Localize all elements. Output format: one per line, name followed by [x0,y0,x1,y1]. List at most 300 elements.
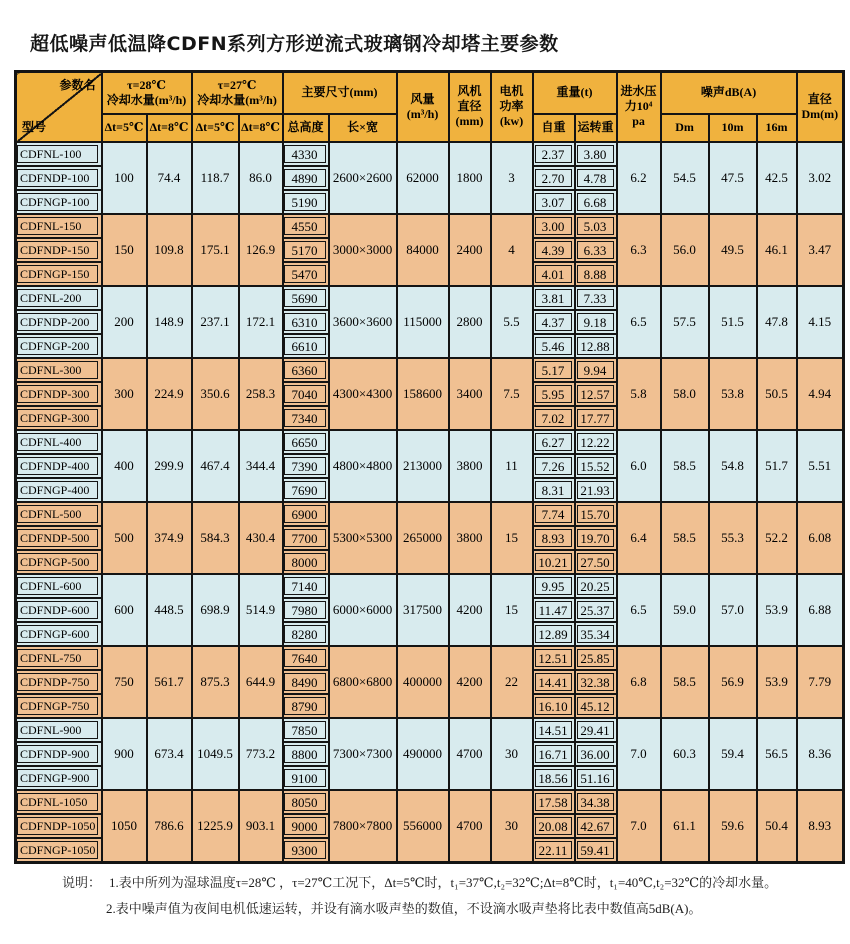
airflow-cell: 490000 [397,718,449,790]
self-weight-cell-value: 12.51 [535,649,572,667]
total-height-cell [283,550,329,574]
model-cell [16,550,102,574]
total-height-cell-value: 9000 [284,817,326,835]
inlet-pressure-cell: 6.2 [617,142,661,214]
self-weight-cell [533,238,575,262]
diameter-cell: 8.36 [797,718,844,790]
diameter-cell: 7.79 [797,646,844,718]
motor-power-cell: 15 [491,502,533,574]
model-cell-value: CDFNDP-750 [17,673,98,691]
table-row [16,646,844,670]
fan-dia-cell: 3800 [449,430,491,502]
run-weight-cell-value: 45.12 [577,697,614,715]
run-weight-cell-value: 27.50 [577,553,614,571]
airflow-cell: 84000 [397,214,449,286]
total-height-cell-value: 4550 [284,217,326,235]
fan-dia-cell: 3400 [449,358,491,430]
model-cell-value: CDFNGP-750 [17,697,98,715]
header-diameter-line1: 直径 [807,91,832,106]
noise-dm-cell: 58.5 [661,646,709,718]
total-height-cell-value: 7140 [284,577,326,595]
run-weight-cell-value: 5.03 [577,217,614,235]
self-weight-cell-value: 8.31 [535,481,572,499]
flow-27-dt5-cell: 875.3 [192,646,239,718]
model-cell [16,430,102,454]
header-airflow-line1: 风量 [410,91,435,106]
corner-label-model: 型号 [22,119,47,134]
total-height-cell-value: 4890 [284,169,326,187]
model-cell [16,286,102,310]
model-cell [16,694,102,718]
total-height-cell-value: 6360 [284,361,326,379]
total-height-cell-value: 5470 [284,265,326,283]
run-weight-cell [575,574,617,598]
total-height-cell-value: 9300 [284,841,326,859]
self-weight-cell [533,214,575,238]
total-height-cell-value: 7640 [284,649,326,667]
total-height-cell-value: 6900 [284,505,326,523]
noise-10m-cell: 57.0 [709,574,757,646]
total-height-cell-value: 8050 [284,793,326,811]
run-weight-cell-value: 35.34 [577,625,614,643]
total-height-cell [283,358,329,382]
model-cell-value: CDFNGP-1050 [17,841,98,859]
self-weight-cell [533,166,575,190]
model-cell-value: CDFNL-1050 [17,793,98,811]
run-weight-cell-value: 51.16 [577,769,614,787]
inlet-pressure-cell: 6.8 [617,646,661,718]
length-width-cell: 7800×7800 [329,790,397,863]
length-width-cell: 3000×3000 [329,214,397,286]
model-cell [16,742,102,766]
run-weight-cell [575,430,617,454]
airflow-cell: 62000 [397,142,449,214]
length-width-cell: 3600×3600 [329,286,397,358]
self-weight-cell-value: 7.02 [535,409,572,427]
header-tau27-line1: τ=27℃ [217,77,257,92]
header-tau28-dt8: Δt=8℃ [147,114,192,142]
self-weight-cell-value: 3.81 [535,289,572,307]
diameter-cell: 4.94 [797,358,844,430]
flow-28-dt5-cell: 100 [102,142,147,214]
model-cell-value: CDFNDP-200 [17,313,98,331]
self-weight-cell [533,262,575,286]
run-weight-cell [575,646,617,670]
model-cell-value: CDFNGP-400 [17,481,98,499]
total-height-cell [283,742,329,766]
airflow-cell: 158600 [397,358,449,430]
noise-dm-cell: 59.0 [661,574,709,646]
flow-27-dt5-cell: 698.9 [192,574,239,646]
self-weight-cell [533,790,575,814]
header-self-weight: 自重 [533,114,575,142]
self-weight-cell-value: 6.27 [535,433,572,451]
run-weight-cell [575,766,617,790]
total-height-cell [283,526,329,550]
run-weight-cell-value: 17.77 [577,409,614,427]
table-row [16,790,844,814]
noise-10m-cell: 53.8 [709,358,757,430]
noise-dm-cell: 57.5 [661,286,709,358]
noise-10m-cell: 47.5 [709,142,757,214]
self-weight-cell-value: 22.11 [535,841,572,859]
header-tau27-dt8: Δt=8℃ [239,114,283,142]
total-height-cell [283,190,329,214]
header-motor-line3: (kw) [499,114,524,129]
self-weight-cell [533,430,575,454]
total-height-cell [283,598,329,622]
flow-27-dt8-cell: 344.4 [239,430,283,502]
header-tau28-dt5: Δt=5℃ [102,114,147,142]
model-cell-value: CDFNDP-400 [17,457,98,475]
total-height-cell-value: 7850 [284,721,326,739]
flow-27-dt5-cell: 118.7 [192,142,239,214]
total-height-cell-value: 8280 [284,625,326,643]
inlet-pressure-cell: 6.0 [617,430,661,502]
flow-27-dt8-cell: 514.9 [239,574,283,646]
inlet-pressure-cell: 6.3 [617,214,661,286]
noise-16m-cell: 56.5 [757,718,797,790]
header-tau28-line1: τ=28℃ [127,77,166,92]
motor-power-cell: 11 [491,430,533,502]
self-weight-cell [533,382,575,406]
model-cell [16,526,102,550]
self-weight-cell [533,766,575,790]
run-weight-cell [575,790,617,814]
self-weight-cell-value: 5.95 [535,385,572,403]
header-run-weight: 运转重 [575,114,617,142]
total-height-cell-value: 6610 [284,337,326,355]
model-cell [16,334,102,358]
flow-27-dt5-cell: 1049.5 [192,718,239,790]
flow-28-dt8-cell: 74.4 [147,142,192,214]
self-weight-cell [533,310,575,334]
self-weight-cell-value: 9.95 [535,577,572,595]
model-cell-value: CDFNGP-600 [17,625,98,643]
run-weight-cell [575,742,617,766]
header-weight: 重量(t) [533,72,617,114]
inlet-pressure-cell: 7.0 [617,718,661,790]
diameter-cell: 8.93 [797,790,844,863]
total-height-cell-value: 8490 [284,673,326,691]
run-weight-cell [575,166,617,190]
header-tau28-line2: 冷却水量(m³/h) [106,92,187,107]
noise-dm-cell: 58.0 [661,358,709,430]
total-height-cell [283,382,329,406]
fan-dia-cell: 2400 [449,214,491,286]
run-weight-cell-value: 9.94 [577,361,614,379]
self-weight-cell-value: 7.26 [535,457,572,475]
self-weight-cell-value: 11.47 [535,601,572,619]
model-cell [16,814,102,838]
fan-dia-cell: 3800 [449,502,491,574]
model-cell-value: CDFNDP-900 [17,745,98,763]
model-cell [16,646,102,670]
noise-16m-cell: 42.5 [757,142,797,214]
self-weight-cell-value: 18.56 [535,769,572,787]
run-weight-cell [575,502,617,526]
motor-power-cell: 3 [491,142,533,214]
fan-dia-cell: 4700 [449,790,491,863]
total-height-cell-value: 5690 [284,289,326,307]
noise-16m-cell: 47.8 [757,286,797,358]
run-weight-cell [575,382,617,406]
flow-27-dt8-cell: 644.9 [239,646,283,718]
run-weight-cell [575,598,617,622]
header-motor-power [491,72,533,142]
self-weight-cell [533,598,575,622]
table-row [16,718,844,742]
self-weight-cell-value: 2.37 [535,145,572,163]
self-weight-cell-value: 8.93 [535,529,572,547]
run-weight-cell-value: 6.68 [577,193,614,211]
model-cell [16,358,102,382]
header-tau27-line2: 冷却水量(m³/h) [197,92,277,107]
total-height-cell-value: 7700 [284,529,326,547]
noise-16m-cell: 53.9 [757,574,797,646]
table-row [16,430,844,454]
diameter-cell: 3.02 [797,142,844,214]
header-noise: 噪声dB(A) [661,72,797,114]
total-height-cell-value: 8000 [284,553,326,571]
run-weight-cell [575,526,617,550]
self-weight-cell [533,694,575,718]
airflow-cell: 556000 [397,790,449,863]
noise-10m-cell: 59.6 [709,790,757,863]
self-weight-cell-value: 20.08 [535,817,572,835]
model-cell [16,382,102,406]
flow-28-dt5-cell: 150 [102,214,147,286]
model-cell [16,190,102,214]
total-height-cell-value: 6310 [284,313,326,331]
run-weight-cell [575,142,617,166]
model-cell [16,166,102,190]
diameter-cell: 5.51 [797,430,844,502]
total-height-cell [283,814,329,838]
self-weight-cell [533,142,575,166]
fan-dia-cell: 4200 [449,574,491,646]
table-row [16,142,844,166]
airflow-cell: 213000 [397,430,449,502]
table-row [16,358,844,382]
flow-27-dt8-cell: 86.0 [239,142,283,214]
self-weight-cell [533,550,575,574]
run-weight-cell-value: 3.80 [577,145,614,163]
total-height-cell-value: 5190 [284,193,326,211]
run-weight-cell [575,838,617,863]
self-weight-cell-value: 4.37 [535,313,572,331]
total-height-cell [283,262,329,286]
flow-28-dt8-cell: 448.5 [147,574,192,646]
run-weight-cell [575,406,617,430]
note-line-2 [106,902,832,916]
self-weight-cell [533,190,575,214]
diameter-cell: 3.47 [797,214,844,286]
header-inlet-pressure [617,72,661,142]
total-height-cell-value: 4330 [284,145,326,163]
run-weight-cell [575,622,617,646]
noise-16m-cell: 46.1 [757,214,797,286]
run-weight-cell [575,454,617,478]
total-height-cell [283,430,329,454]
header-pressure-line2: 力10⁴ [624,99,653,114]
model-cell [16,478,102,502]
noise-dm-cell: 58.5 [661,502,709,574]
model-cell-value: CDFNDP-300 [17,385,98,403]
noise-16m-cell: 52.2 [757,502,797,574]
header-pressure-line3: pa [632,114,645,129]
run-weight-cell-value: 21.93 [577,481,614,499]
noise-dm-cell: 58.5 [661,430,709,502]
model-cell-value: CDFNGP-100 [17,193,98,211]
corner-label-parameter: 参数名 [59,78,96,92]
self-weight-cell [533,670,575,694]
total-height-cell [283,574,329,598]
flow-28-dt5-cell: 200 [102,286,147,358]
flow-27-dt5-cell: 350.6 [192,358,239,430]
length-width-cell: 4300×4300 [329,358,397,430]
self-weight-cell-value: 17.58 [535,793,572,811]
noise-dm-cell: 54.5 [661,142,709,214]
model-cell-value: CDFNGP-150 [17,265,98,283]
header-fan-line1: 风机 [457,84,482,99]
run-weight-cell [575,286,617,310]
run-weight-cell [575,190,617,214]
table-row [16,502,844,526]
run-weight-cell-value: 6.33 [577,241,614,259]
header-total-height: 总高度 [283,114,329,142]
model-cell [16,838,102,863]
flow-28-dt5-cell: 1050 [102,790,147,863]
model-cell [16,262,102,286]
self-weight-cell [533,742,575,766]
header-noise-dm: Dm [661,114,709,142]
noise-dm-cell: 61.1 [661,790,709,863]
airflow-cell: 115000 [397,286,449,358]
notes [62,876,832,927]
total-height-cell-value: 8800 [284,745,326,763]
model-cell-value: CDFNGP-500 [17,553,98,571]
noise-10m-cell: 55.3 [709,502,757,574]
length-width-cell: 6800×6800 [329,646,397,718]
self-weight-cell [533,574,575,598]
total-height-cell [283,694,329,718]
inlet-pressure-cell: 6.5 [617,574,661,646]
total-height-cell [283,406,329,430]
header-airflow [397,72,449,142]
flow-28-dt8-cell: 374.9 [147,502,192,574]
run-weight-cell [575,718,617,742]
noise-10m-cell: 59.4 [709,718,757,790]
total-height-cell [283,766,329,790]
motor-power-cell: 7.5 [491,358,533,430]
flow-27-dt5-cell: 175.1 [192,214,239,286]
noise-16m-cell: 50.4 [757,790,797,863]
total-height-cell [283,622,329,646]
model-cell [16,454,102,478]
noise-16m-cell: 50.5 [757,358,797,430]
header-noise-16m: 16m [757,114,797,142]
header-pressure-line1: 进水压 [620,84,657,99]
flow-28-dt5-cell: 750 [102,646,147,718]
header-diameter-line2: Dm(m) [801,106,839,121]
run-weight-cell-value: 7.33 [577,289,614,307]
header-motor-line2: 功率 [499,99,524,114]
length-width-cell: 2600×2600 [329,142,397,214]
table-row [16,574,844,598]
header-tau27 [192,72,283,114]
self-weight-cell [533,718,575,742]
note-2-text: 2.表中噪声值为夜间电机低速运转，并设有滴水吸声垫的数值，不设滴水吸声垫将比表中数值高5dB(A)。 [106,900,702,916]
note-1-text: 1.表中所列为湿球温度τ=28℃ ，τ=27℃工况下，Δt=5℃时，t₁=37℃,t₂=32℃;Δt=8℃时，t₁=40℃,t₂=32℃的冷却水量。 [109,875,778,890]
run-weight-cell [575,262,617,286]
flow-28-dt5-cell: 400 [102,430,147,502]
total-height-cell [283,166,329,190]
self-weight-cell [533,622,575,646]
model-cell-value: CDFNL-100 [17,145,98,163]
flow-27-dt5-cell: 584.3 [192,502,239,574]
flow-27-dt8-cell: 258.3 [239,358,283,430]
length-width-cell: 7300×7300 [329,718,397,790]
airflow-cell: 265000 [397,502,449,574]
total-height-cell [283,838,329,863]
inlet-pressure-cell: 6.5 [617,286,661,358]
self-weight-cell-value: 4.39 [535,241,572,259]
total-height-cell [283,718,329,742]
note-line-1 [62,876,832,890]
run-weight-cell-value: 12.57 [577,385,614,403]
run-weight-cell [575,238,617,262]
model-cell-value: CDFNL-750 [17,649,98,667]
run-weight-cell [575,214,617,238]
self-weight-cell [533,526,575,550]
model-cell-value: CDFNL-900 [17,721,98,739]
run-weight-cell [575,310,617,334]
inlet-pressure-cell: 6.4 [617,502,661,574]
self-weight-cell-value: 16.10 [535,697,572,715]
model-cell-value: CDFNDP-1050 [17,817,98,835]
self-weight-cell [533,454,575,478]
header-fan-line2: 直径 [457,99,482,114]
flow-28-dt8-cell: 561.7 [147,646,192,718]
run-weight-cell [575,814,617,838]
total-height-cell [283,214,329,238]
self-weight-cell-value: 5.17 [535,361,572,379]
flow-28-dt5-cell: 300 [102,358,147,430]
flow-27-dt8-cell: 773.2 [239,718,283,790]
noise-dm-cell: 60.3 [661,718,709,790]
length-width-cell: 4800×4800 [329,430,397,502]
self-weight-cell [533,502,575,526]
model-cell-value: CDFNDP-500 [17,529,98,547]
flow-27-dt5-cell: 467.4 [192,430,239,502]
flow-28-dt5-cell: 500 [102,502,147,574]
length-width-cell: 6000×6000 [329,574,397,646]
self-weight-cell-value: 14.51 [535,721,572,739]
model-cell [16,310,102,334]
run-weight-cell-value: 36.00 [577,745,614,763]
length-width-cell: 5300×5300 [329,502,397,574]
airflow-cell: 317500 [397,574,449,646]
run-weight-cell-value: 12.88 [577,337,614,355]
run-weight-cell-value: 15.52 [577,457,614,475]
run-weight-cell-value: 34.38 [577,793,614,811]
flow-27-dt5-cell: 1225.9 [192,790,239,863]
motor-power-cell: 30 [491,718,533,790]
fan-dia-cell: 2800 [449,286,491,358]
model-cell [16,598,102,622]
run-weight-cell-value: 8.88 [577,265,614,283]
